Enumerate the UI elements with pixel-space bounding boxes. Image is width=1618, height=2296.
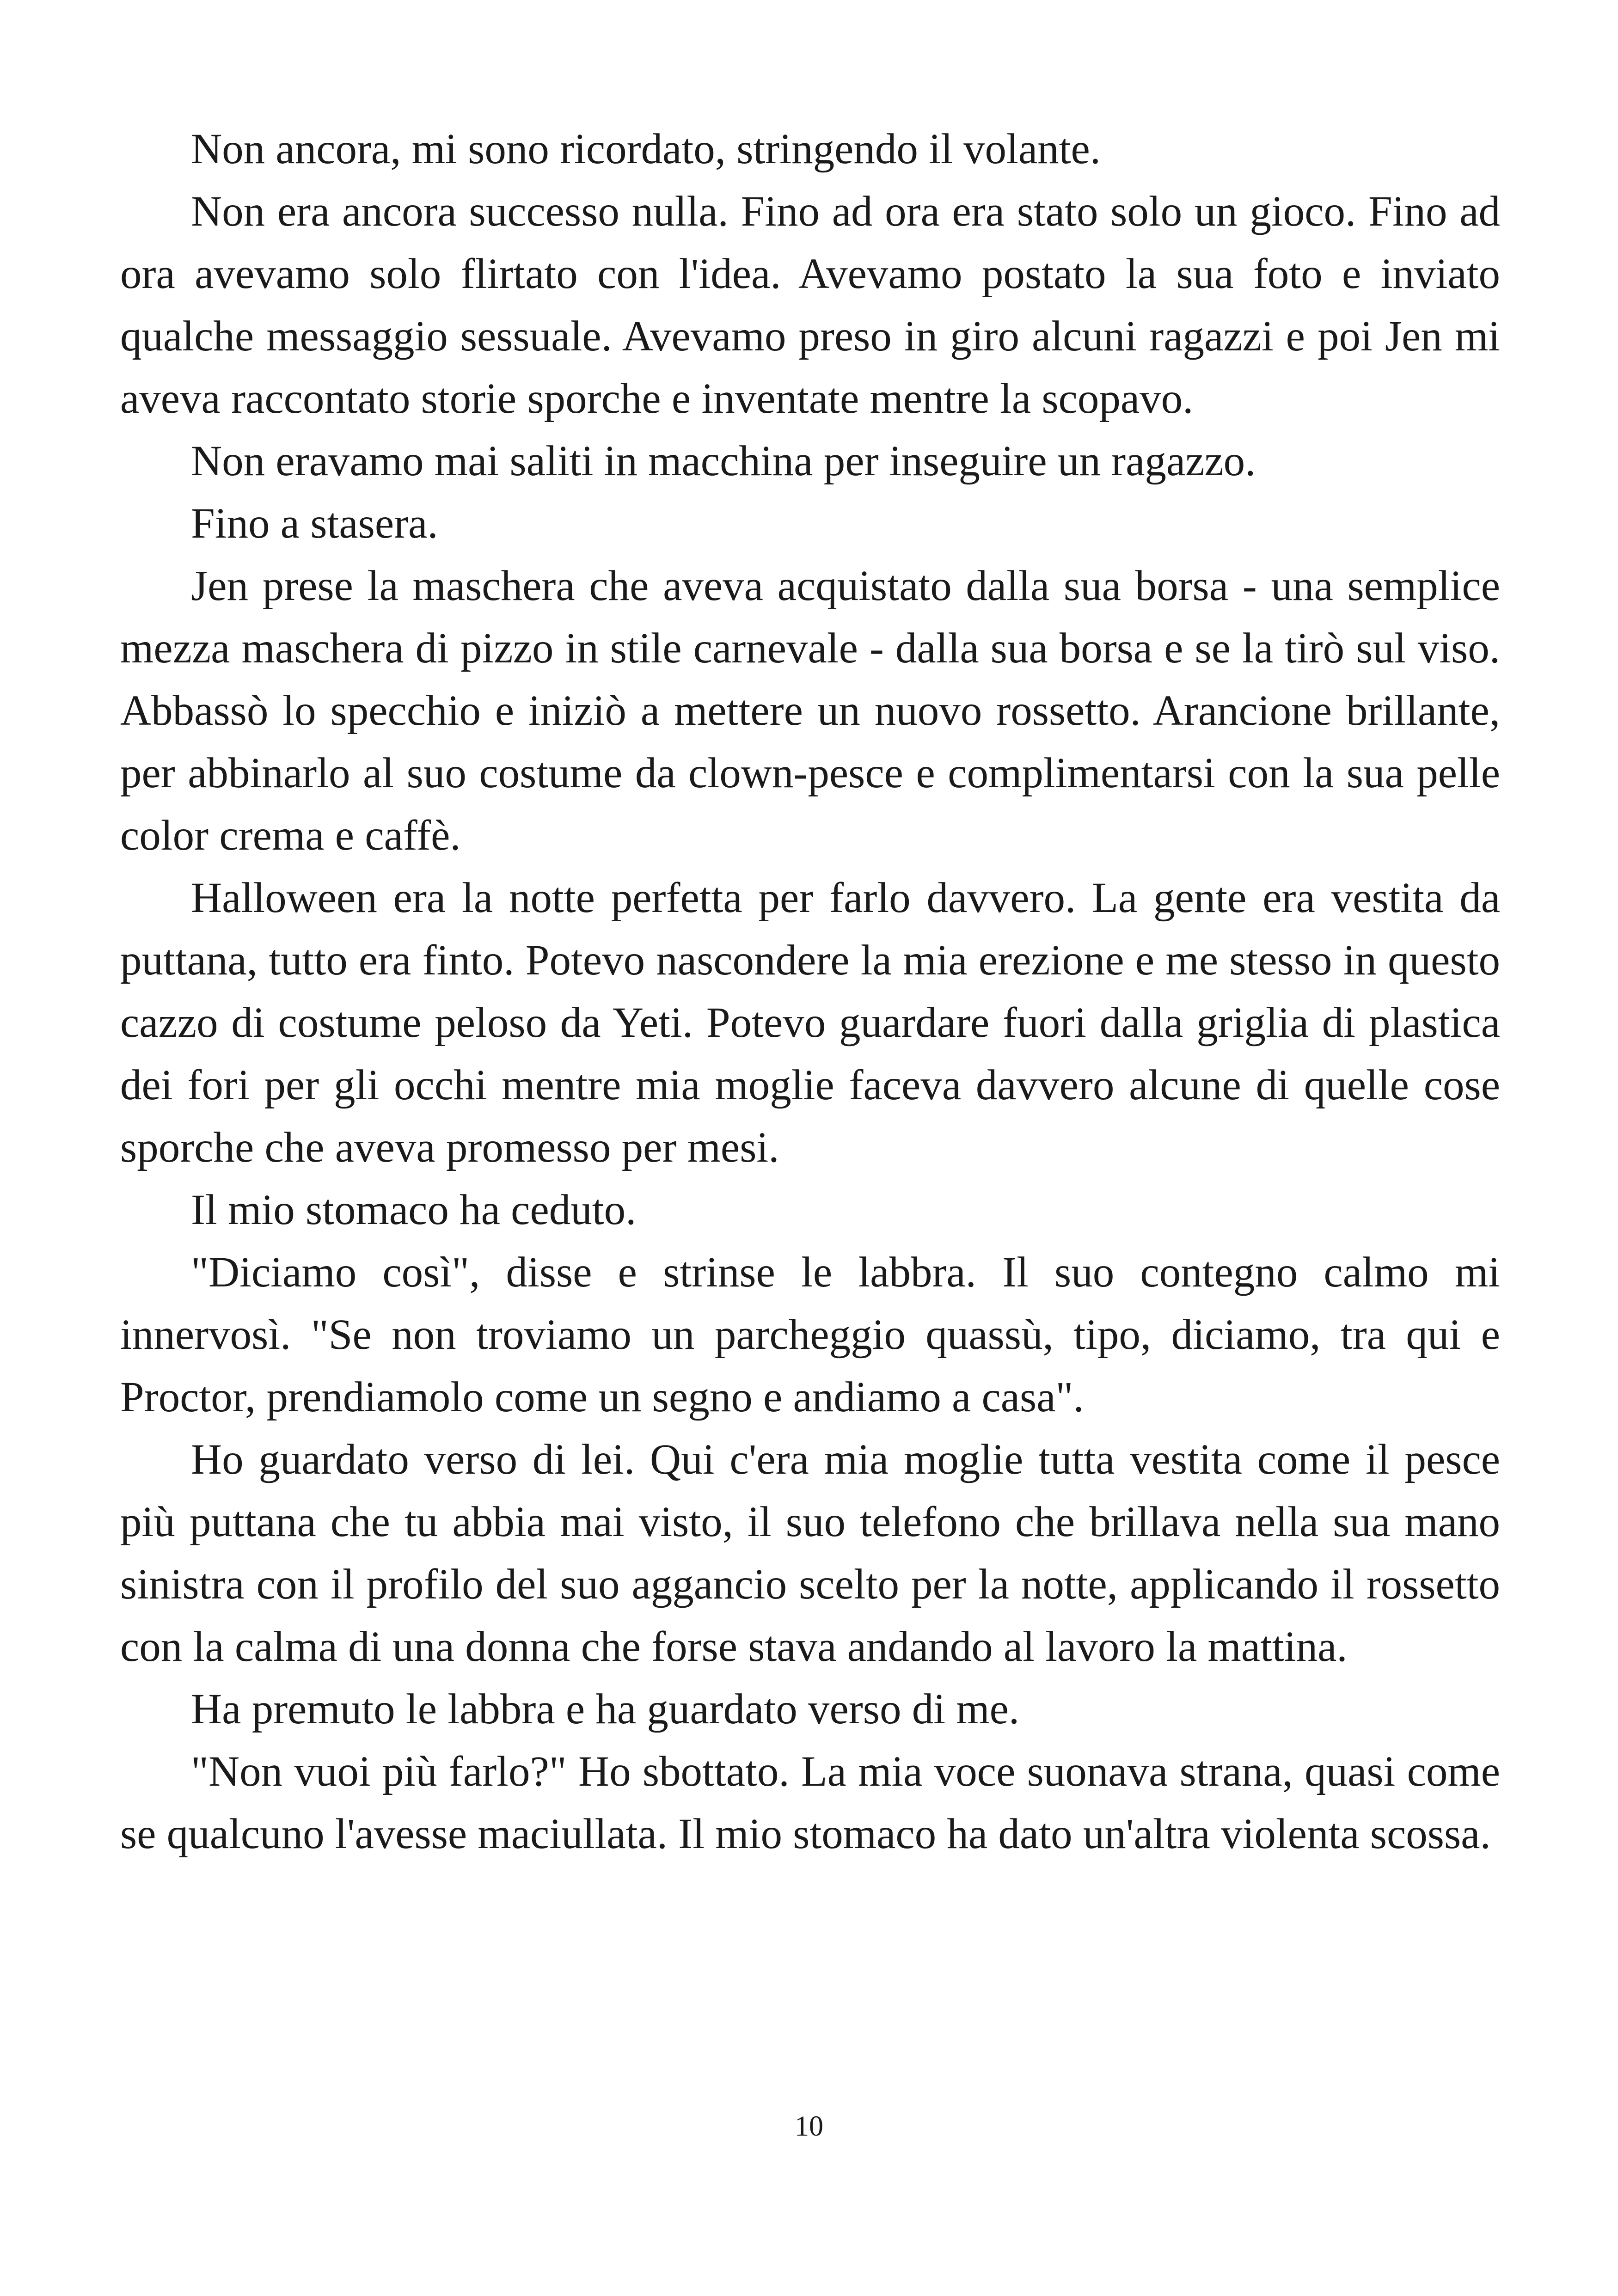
- paragraph: Non eravamo mai saliti in macchina per inseguire un ragazzo.: [191, 437, 1256, 485]
- page-number: 10: [795, 2111, 823, 2142]
- paragraph: Jen prese la maschera che aveva acquistato dalla sua borsa - una semplice mezza maschera di pizzo in stile carnevale - dalla sua borsa e se la tirò sul viso. Abbassò lo specchio e iniziò a mettere un nuovo rossetto. Arancione brillante, per abbinarlo al suo costume da clown-pesce e complimentarsi con la sua pelle color crema e caffè.: [120, 562, 1500, 859]
- paragraph: Non ancora, mi sono ricordato, stringendo il volante.: [191, 125, 1101, 173]
- paragraph: "Diciamo così", disse e strinse le labbra. Il suo contegno calmo mi innervosì. "Se non troviamo un parcheggio quassù, tipo, diciamo, tra qui e Proctor, prendiamolo come un segno e andiamo a casa".: [120, 1249, 1500, 1421]
- paragraph: Halloween era la notte perfetta per farlo davvero. La gente era vestita da puttana, tutto era finto. Potevo nascondere la mia erezione e me stesso in questo cazzo di costume peloso da Yeti. Potevo guardare fuori dalla griglia di plastica dei fori per gli occhi mentre mia moglie faceva davvero alcune di quelle cose sporche che aveva promesso per mesi.: [120, 874, 1500, 1171]
- paragraph: Ha premuto le labbra e ha guardato verso di me.: [191, 1685, 1020, 1733]
- paragraph: Non era ancora successo nulla. Fino ad ora era stato solo un gioco. Fino ad ora avevamo solo flirtato con l'idea. Avevamo postato la sua foto e inviato qualche messaggio sessuale. Avevamo preso in giro alcuni ragazzi e poi Jen mi aveva raccontato storie sporche e inventate mentre la scopavo.: [120, 188, 1500, 422]
- paragraph: Ho guardato verso di lei. Qui c'era mia moglie tutta vestita come il pesce più puttana che tu abbia mai visto, il suo telefono che brillava nella sua mano sinistra con il profilo del suo aggancio scelto per la notte, applicando il rossetto con la calma di una donna che forse stava andando al lavoro la mattina.: [120, 1436, 1500, 1671]
- paragraph: Fino a stasera.: [191, 500, 438, 547]
- body-text: [120, 118, 1500, 1865]
- paragraph: "Non vuoi più farlo?" Ho sbottato. La mia voce suonava strana, quasi come se qualcuno l'avesse maciullata. Il mio stomaco ha dato un'altra violenta scossa.: [120, 1748, 1500, 1858]
- paragraph: Il mio stomaco ha ceduto.: [191, 1186, 637, 1234]
